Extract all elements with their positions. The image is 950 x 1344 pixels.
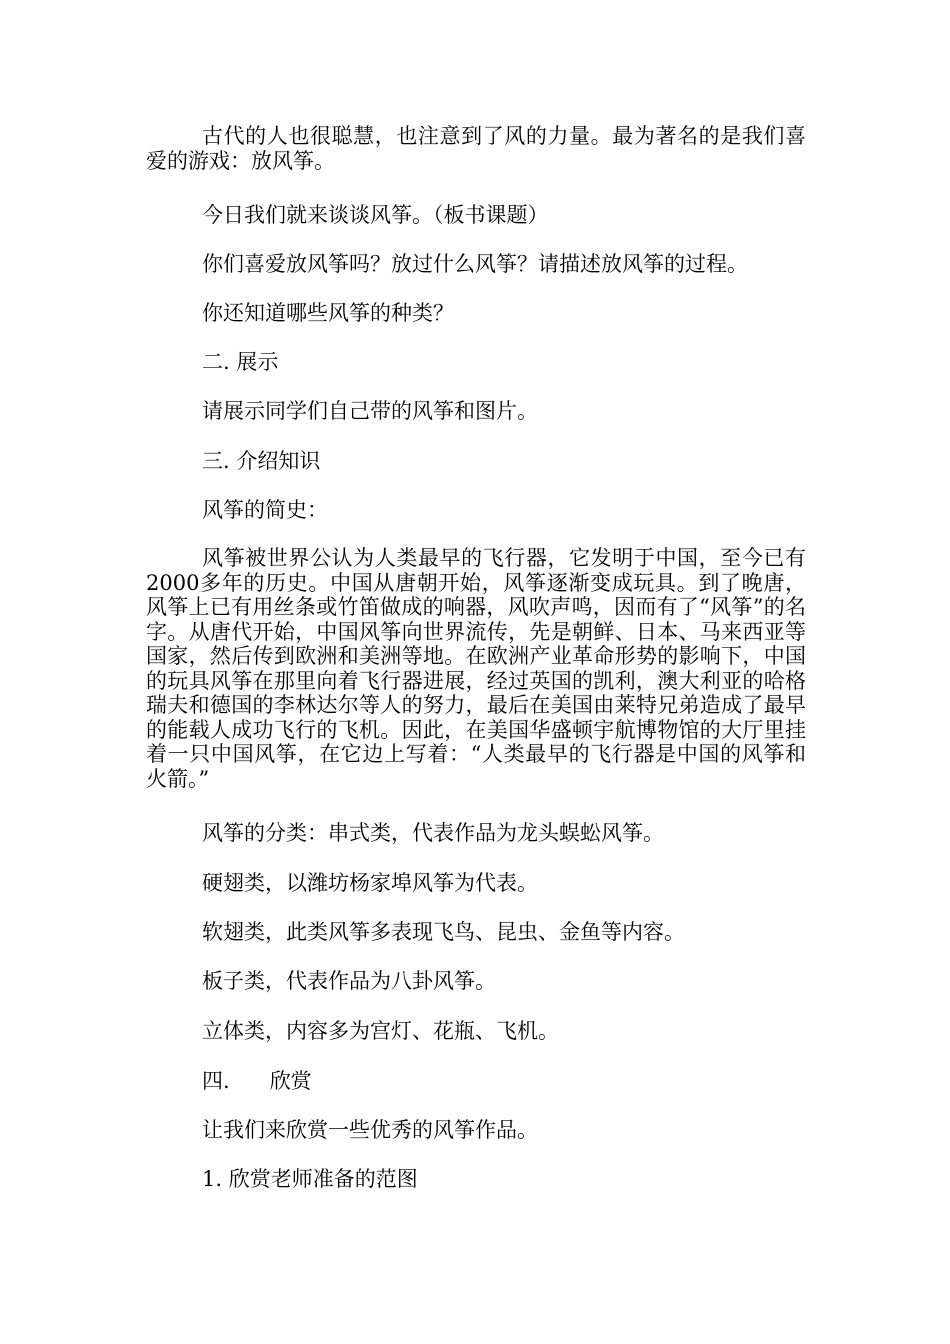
list-item-teacher-samples: 1. 欣赏老师准备的范图 bbox=[202, 1167, 418, 1191]
paragraph-question-types: 你还知道哪些风筝的种类？ bbox=[202, 301, 454, 325]
section-heading-display: 二. 展示 bbox=[202, 350, 279, 374]
paragraph-classification-3d: 立体类，内容多为宫灯、花瓶、飞机。 bbox=[202, 1019, 559, 1043]
section-title: 欣赏 bbox=[269, 1069, 312, 1093]
paragraph-ancient-wisdom: 古代的人也很聪慧，也注意到了风的力量。最为著名的是我们喜爱的游戏：放风筝。 bbox=[146, 124, 806, 173]
paragraph-appreciation-intro: 让我们来欣赏一些优秀的风筝作品。 bbox=[202, 1118, 538, 1142]
paragraph-classification-soft-wing: 软翅类，此类风筝多表现飞鸟、昆虫、金鱼等内容。 bbox=[202, 920, 685, 944]
paragraph-classification-hard-wing: 硬翅类，以潍坊杨家埠风筝为代表。 bbox=[202, 871, 538, 895]
paragraph-topic-intro: 今日我们就来谈谈风筝。（板书课题） bbox=[202, 203, 549, 227]
paragraph-question-fly: 你们喜爱放风筝吗？放过什么风筝？请描述放风筝的过程。 bbox=[202, 252, 748, 276]
paragraph-classification-string: 风筝的分类：串式类，代表作品为龙头蜈蚣风筝。 bbox=[202, 821, 664, 845]
paragraph-kite-history: 风筝被世界公认为人类最早的飞行器，它发明于中国，至今已有2000多年的历史。中国从唐朝开始，风筝逐渐变成玩具。到了晚唐，风筝上已有用丝条或竹笛做成的响器，风吹声鸣，因而有了“风筝”的名字。从唐代开始，中国风筝向世界流传，先是朝鲜、日本、马来西亚等国家，然后传到欧洲和美洲等地。在欧洲产业革命形势的影响下，中国的玩具风筝在那里向着飞行器进展，经过英国的凯利，澳大利亚的哈格瑞夫和德国的李林达尔等人的努力，最后在美国由莱特兄弟造成了最早的能载人成功飞行的飞机。因此，在美国华盛顿宇航博物馆的大厅里挂着一只中国风筝，在它边上写着：“人类最早的飞行器是中国的风筝和火箭。” bbox=[146, 546, 806, 791]
paragraph-display-instruction: 请展示同学们自己带的风筝和图片。 bbox=[202, 399, 538, 423]
section-heading-appreciation bbox=[202, 1069, 806, 1094]
section-number: 四. bbox=[202, 1069, 230, 1093]
subheading-brief-history: 风筝的简史： bbox=[202, 498, 328, 522]
paragraph-classification-board: 板子类，代表作品为八卦风筝。 bbox=[202, 969, 496, 993]
section-heading-knowledge: 三. 介绍知识 bbox=[202, 449, 321, 473]
